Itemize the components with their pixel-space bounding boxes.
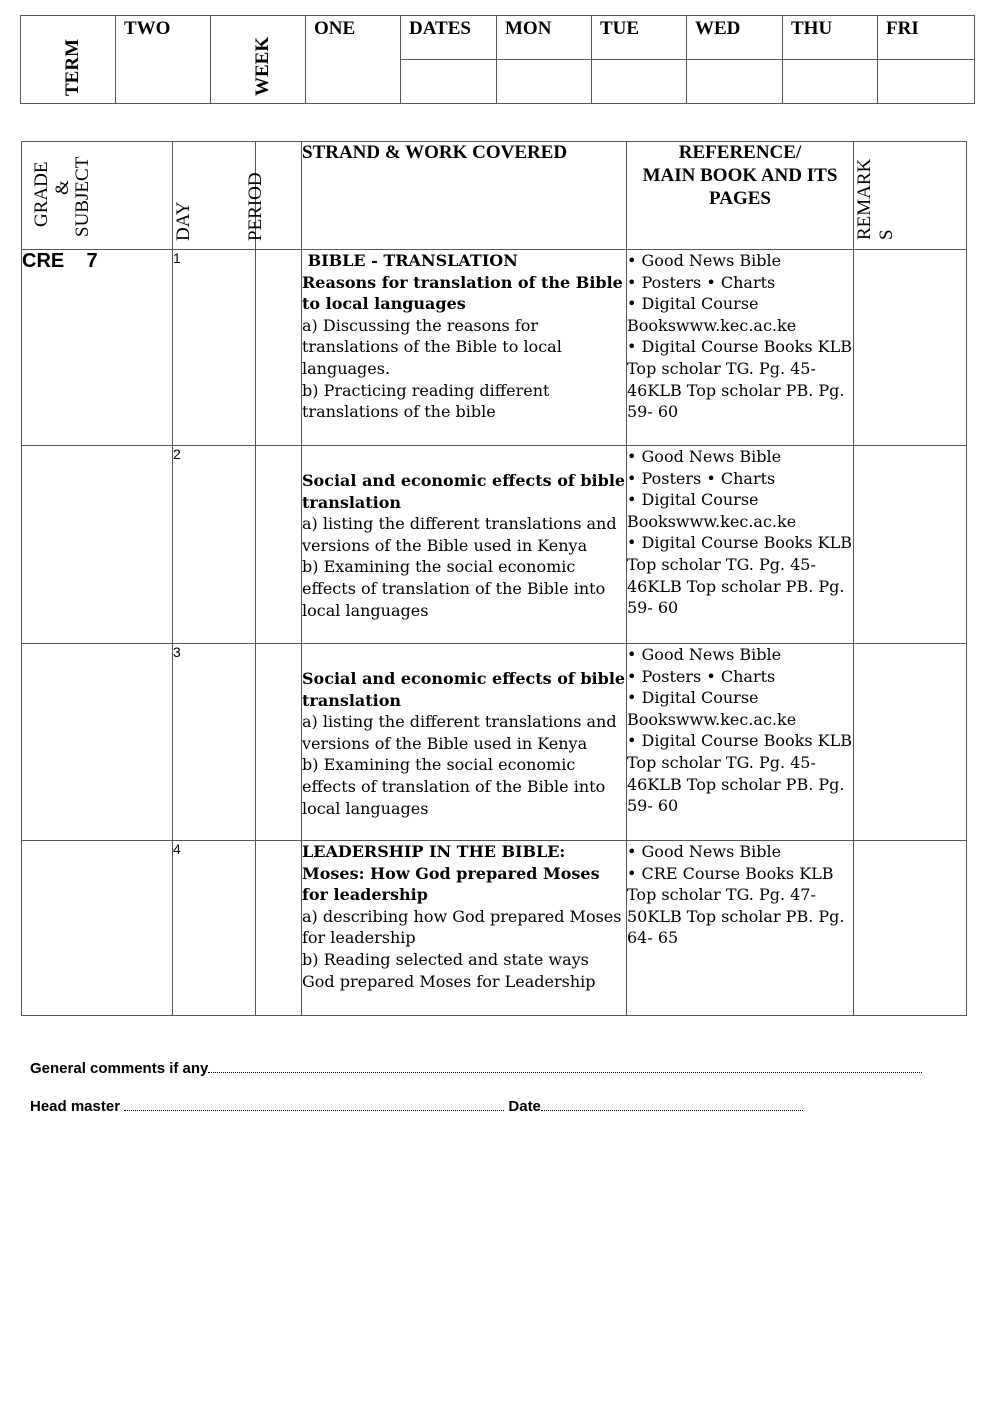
reference-item: • Posters • Charts (627, 272, 776, 292)
lesson-item: a) describing how God prepared Moses for leadership (302, 906, 622, 948)
term-value: TWO (116, 16, 211, 104)
reference-item: • Digital Course Books KLB Top scholar TG. Pg. 45- 46KLB Top scholar PB. Pg. 59- 60 (627, 533, 852, 618)
general-comments-label: General comments if any (30, 1060, 209, 1077)
reference-item: • Digital Course Bookswww.kec.ac.ke (627, 294, 797, 335)
table-row (22, 250, 967, 446)
lesson-item: a) listing the different translations and versions of the Bible used in Kenya (302, 712, 617, 753)
lesson-item: a) listing the different translations and versions of the Bible used in Kenya (302, 514, 617, 555)
headmaster-label: Head master (30, 1098, 121, 1115)
substrand-title: Reasons for translation of the Bible to local languages (302, 272, 623, 314)
lesson-item: b) Examining the social economic effects of translation of the Bible into local languages (302, 755, 606, 818)
period-header-label: PERIOD (245, 172, 266, 241)
strand-title: BIBLE - TRANSLATION (302, 251, 518, 270)
day-cell: 3 (173, 644, 256, 841)
substrand-title: Social and economic effects of bible translation (302, 669, 626, 710)
reference-cell (627, 446, 854, 644)
day-cell: 4 (173, 841, 256, 1016)
reference-cell (627, 644, 854, 841)
week-label: WEEK (252, 36, 273, 96)
day-cell: 1 (173, 250, 256, 446)
fri-date-cell (878, 60, 975, 104)
day-fri: FRI (878, 16, 975, 60)
work-cell (302, 250, 627, 446)
general-comments-field[interactable] (208, 1058, 922, 1073)
reference-header-line3: PAGES (709, 187, 771, 209)
reference-item: • Digital Course Books KLB Top scholar TG. Pg. 45- 46KLB Top scholar PB. Pg. 59- 60 (627, 337, 852, 422)
day-header (173, 142, 256, 250)
table-row (22, 644, 967, 841)
term-label: TERM (62, 39, 83, 96)
tue-date-cell (592, 60, 687, 104)
period-cell (256, 841, 302, 1016)
grade-header-line3: SUBJECT (72, 156, 93, 237)
subject-cell (22, 644, 173, 841)
lesson-item: b) Practicing reading different translations of the bible (302, 380, 550, 422)
work-covered-header (302, 142, 627, 250)
period-cell (256, 644, 302, 841)
period-cell (256, 250, 302, 446)
day-cell: 2 (173, 446, 256, 644)
work-covered-header-label: STRAND & WORK COVERED (302, 142, 568, 163)
grade-subject-header (22, 142, 173, 250)
reference-item: • Digital Course Books KLB Top scholar TG. Pg. 45- 46KLB Top scholar PB. Pg. 59- 60 (627, 731, 852, 816)
reference-header-line1: REFERENCE/ (678, 142, 802, 163)
reference-header (627, 142, 854, 250)
work-cell (302, 644, 627, 841)
remarks-cell (854, 841, 967, 1016)
week-header-table (20, 15, 975, 104)
substrand-title: Moses: How God prepared Moses for leadership (302, 863, 600, 905)
reference-item: • Good News Bible (627, 447, 782, 466)
date-field[interactable] (541, 1096, 803, 1111)
remarks-cell (854, 644, 967, 841)
reference-item: • Posters • Charts (627, 468, 776, 488)
day-tue: TUE (592, 16, 687, 60)
thu-date-cell (783, 60, 878, 104)
grade-header-line1: GRADE (31, 161, 52, 227)
term-label-cell (21, 16, 116, 104)
day-mon: MON (497, 16, 592, 60)
substrand-title: Social and economic effects of bible translation (302, 471, 626, 512)
table-row (22, 446, 967, 644)
remarks-header (854, 142, 967, 250)
period-header (245, 142, 302, 250)
signature-line (30, 1096, 803, 1115)
reference-item: • Good News Bible (627, 842, 782, 861)
dates-value-cell (401, 60, 497, 104)
period-cell (256, 446, 302, 644)
reference-cell (627, 841, 854, 1016)
reference-item: • Good News Bible (627, 251, 782, 270)
table-row (22, 841, 967, 1016)
lesson-item: a) Discussing the reasons for translations of the Bible to local languages. (302, 315, 562, 378)
grade-header-line2: & (52, 180, 73, 195)
reference-item: • Posters • Charts (627, 666, 776, 686)
strand-title: LEADERSHIP IN THE BIBLE: (302, 842, 566, 861)
wed-date-cell (687, 60, 783, 104)
remarks-cell (854, 446, 967, 644)
reference-cell (627, 250, 854, 446)
day-wed: WED (687, 16, 783, 60)
reference-header-line2: MAIN BOOK AND ITS (642, 164, 838, 186)
day-thu: THU (783, 16, 878, 60)
general-comments-line (30, 1058, 922, 1077)
headmaster-field[interactable] (124, 1096, 504, 1111)
subject-cell (22, 446, 173, 644)
date-label: Date (508, 1098, 541, 1115)
remarks-header-line2: S (876, 229, 897, 240)
mon-date-cell (497, 60, 592, 104)
reference-item: • Digital Course Bookswww.kec.ac.ke (627, 490, 797, 531)
reference-item: • Good News Bible (627, 645, 782, 664)
subject-cell: CRE 7 (22, 250, 173, 446)
week-label-cell (211, 16, 306, 104)
reference-item: • Digital Course Bookswww.kec.ac.ke (627, 688, 797, 729)
week-value: ONE (306, 16, 401, 104)
day-header-label: DAY (173, 201, 194, 241)
remarks-cell (854, 250, 967, 446)
subject-cell (22, 841, 173, 1016)
work-cell (302, 446, 627, 644)
dates-label: DATES (401, 16, 497, 60)
lesson-item: b) Examining the social economic effects of translation of the Bible into local languages (302, 557, 606, 620)
lesson-item: b) Reading selected and state ways God prepared Moses for Leadership (302, 949, 596, 991)
remarks-header-line1: REMARK (854, 158, 875, 240)
scheme-of-work-table (21, 141, 967, 1016)
reference-item: • CRE Course Books KLB Top scholar TG. Pg. 47-50KLB Top scholar PB. Pg. 64- 65 (627, 863, 845, 948)
work-cell (302, 841, 627, 1016)
